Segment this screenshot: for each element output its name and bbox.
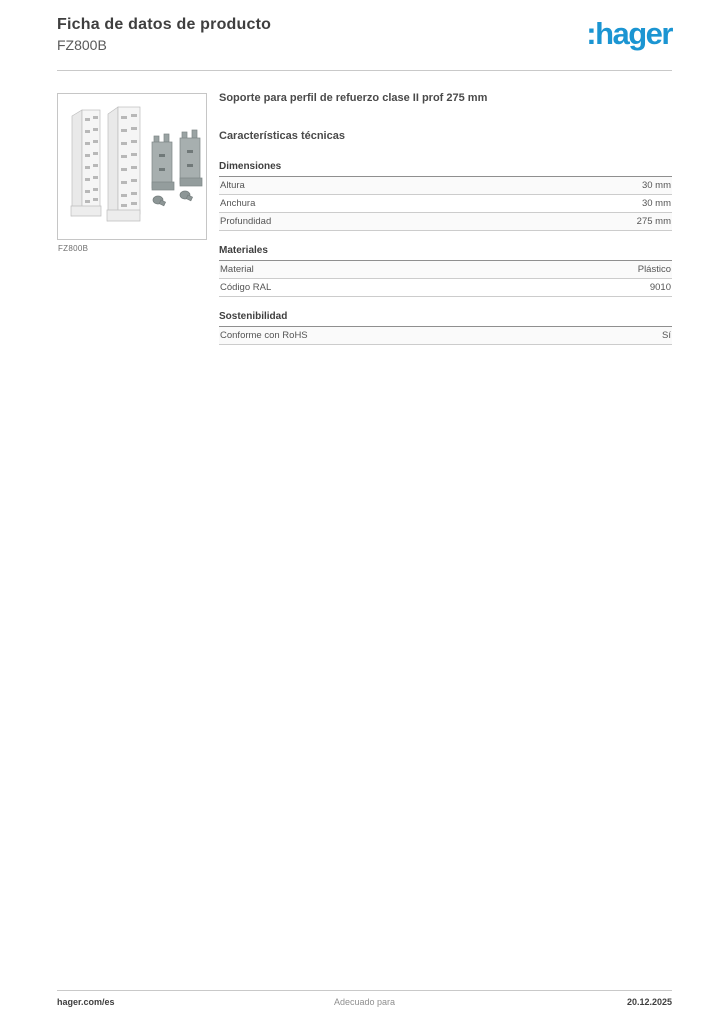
spec-column [219,92,672,359]
footer-divider [57,990,672,991]
table-row [219,261,672,279]
row-value: Plástico [637,264,671,275]
product-image-frame [57,93,207,240]
header-titles [57,16,271,53]
header-divider [57,70,672,71]
table-row [219,327,672,345]
hager-logo: :hager [586,16,672,51]
section-title: Materiales [219,245,672,261]
row-label: Material [220,264,254,275]
row-value: 30 mm [641,180,671,191]
row-label: Altura [220,180,245,191]
section-sostenibilidad [219,311,672,345]
header [57,16,672,53]
table-row [219,213,672,231]
product-description: Soporte para perfil de refuerzo clase II prof 275 mm [219,92,488,104]
tech-characteristics-title: Características técnicas [219,130,345,142]
table-row [219,279,672,297]
row-value: 275 mm [636,216,671,227]
table-row [219,195,672,213]
product-code: FZ800B [57,37,107,53]
footer-website-link[interactable]: hager.com/es [57,997,115,1007]
footer-suitable-for-label: Adecuado para [333,997,396,1007]
row-label: Profundidad [220,216,272,227]
page-title: Ficha de datos de producto [57,16,272,33]
footer-date: 20.12.2025 [626,997,672,1007]
table-row [219,177,672,195]
product-image [58,94,206,239]
row-value: 9010 [649,282,671,293]
product-image-caption: FZ800B [58,244,89,253]
row-label: Anchura [220,198,256,209]
row-value: Sí [662,330,671,341]
row-label: Código RAL [220,282,272,293]
section-dimensiones [219,161,672,231]
row-label: Conforme con RoHS [220,330,308,341]
footer [57,997,672,1007]
section-title: Dimensiones [219,161,672,177]
section-materiales [219,245,672,297]
section-title: Sostenibilidad [219,311,672,327]
row-value: 30 mm [641,198,671,209]
